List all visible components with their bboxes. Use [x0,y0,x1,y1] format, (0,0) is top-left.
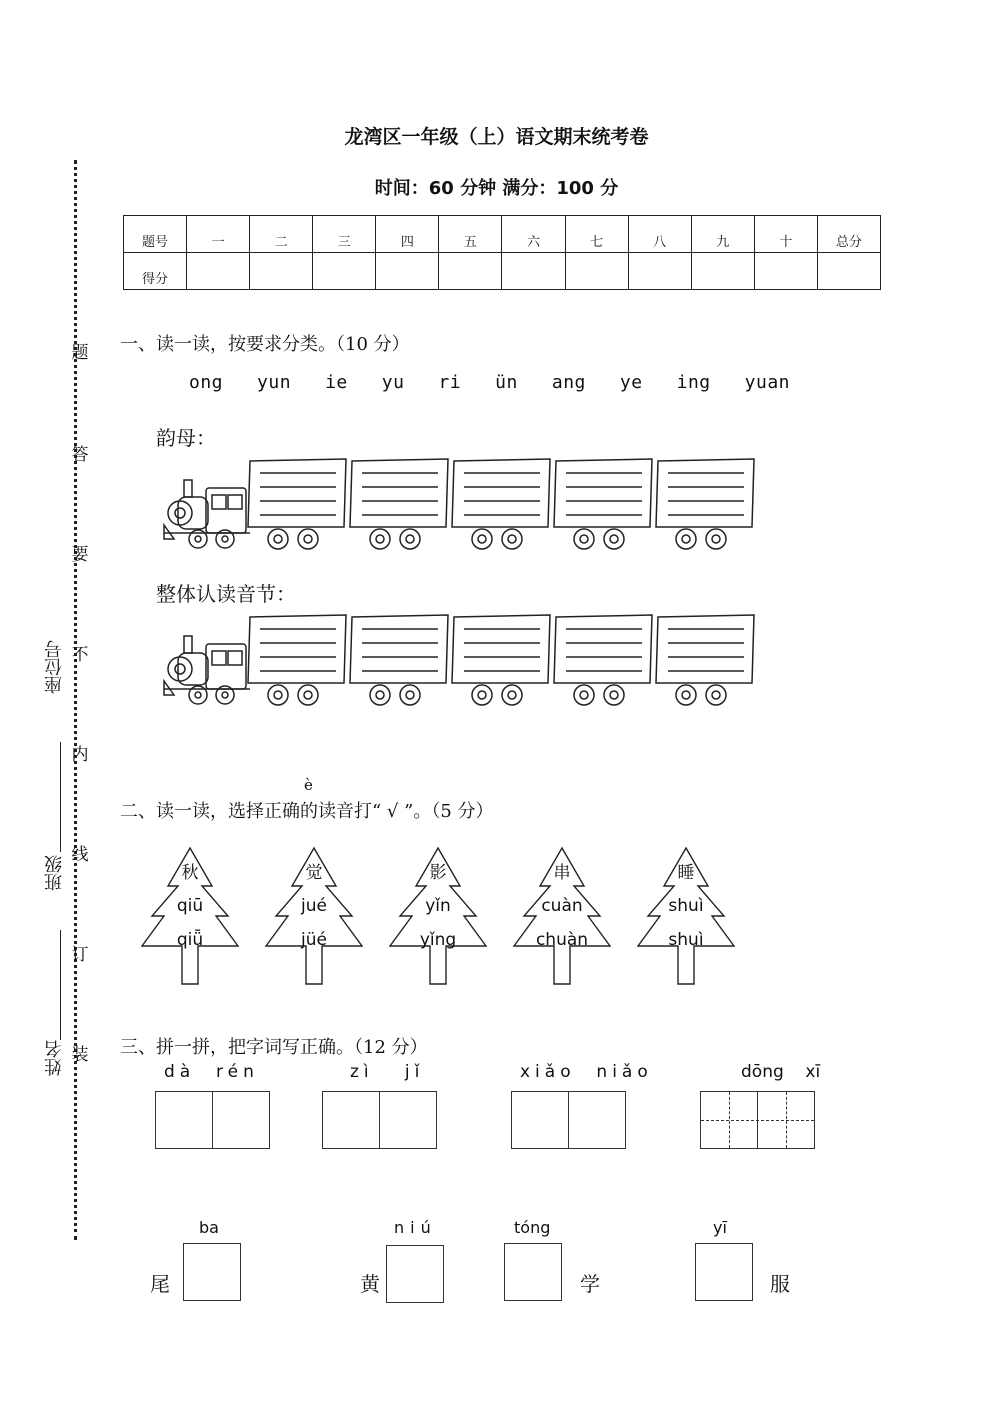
tree-option-1[interactable]: qiū [176,896,204,916]
word-pinyin [164,1062,259,1082]
single-answer-box[interactable] [386,1245,444,1303]
tree-item [510,846,614,988]
word-pinyin-1: dà [164,1062,196,1082]
section2-heading: 二、读一读，选择正确的读音打“ √ ”。（5 分） [120,801,494,822]
single-answer-box[interactable] [695,1243,753,1301]
score-cell[interactable] [565,253,628,290]
score-header-cell: 三 [313,216,376,253]
score-header-cell: 八 [628,216,691,253]
train-cars [248,615,754,705]
word-answer-box[interactable] [155,1091,270,1149]
score-row-label: 得分 [124,253,187,290]
margin-char-nei: 内 [71,745,89,765]
finals-label: 韵母： [156,426,216,450]
syllable: ing [676,372,711,393]
tree-option-2[interactable]: chuàn [535,930,589,950]
tree-char: 秋 [181,863,199,883]
train-finals [160,455,760,555]
word-pinyin-2: niǎo [596,1062,653,1082]
word-pinyin [520,1062,653,1082]
seat-write-line [60,742,61,852]
score-cell[interactable] [817,253,880,290]
single-pinyin: tóng [514,1218,551,1237]
single-pinyin: niú [394,1218,437,1237]
score-cell[interactable] [313,253,376,290]
margin-char-ding: 订 [71,945,89,965]
syllable: ie [325,372,348,393]
word-pinyin-2: xī [805,1062,821,1082]
margin-char-xian: 线 [71,845,89,865]
tree-item [634,846,738,988]
single-answer-box[interactable] [504,1243,562,1301]
locomotive-icon [164,636,250,704]
score-cell[interactable] [628,253,691,290]
syllable: yu [381,372,405,393]
tree-item [138,846,242,988]
tree-option-1[interactable]: cuàn [541,896,583,916]
name-label: 姓名 [44,1040,65,1076]
tree-option-2[interactable]: shuì [668,930,704,950]
syllable: yun [257,372,292,393]
word-answer-box[interactable] [511,1091,626,1149]
score-header-cell: 一 [187,216,250,253]
score-cell[interactable] [376,253,439,290]
margin-char-zhuang: 装 [71,1045,89,1065]
score-header-cell: 题号 [124,216,187,253]
score-table-score-row [124,253,881,290]
single-answer-box[interactable] [183,1243,241,1301]
word-pinyin-2: rén [216,1062,259,1082]
score-header-cell: 二 [250,216,313,253]
whole-syllable-label: 整体认读音节： [156,582,296,606]
train-whole-syllables [160,611,760,711]
score-cell[interactable] [754,253,817,290]
single-pinyin: ba [199,1218,219,1237]
seat-number-label: 座位号 [44,640,65,694]
box-divider [379,1092,380,1148]
margin-char-bu: 不 [71,645,89,665]
fixed-char: 学 [580,1272,600,1296]
score-header-cell: 总分 [817,216,880,253]
tree-option-2[interactable]: yǐng [419,930,457,950]
score-table-header-row [124,216,881,253]
syllable-list [189,372,790,393]
fixed-char: 尾 [150,1272,170,1296]
exam-subtitle: 时间：60 分钟 满分：100 分 [374,178,619,199]
score-header-cell: 六 [502,216,565,253]
tree-char: 影 [429,863,447,883]
class-write-line [60,930,61,1040]
word-pinyin-1: dōng [741,1062,784,1082]
tree-option-1[interactable]: yǐn [425,896,451,916]
section1-heading: 一、读一读，按要求分类。（10 分） [120,334,410,355]
score-header-cell: 五 [439,216,502,253]
tree-item [386,846,490,988]
word-pinyin [350,1062,424,1082]
word-pinyin-2: jǐ [404,1062,425,1082]
tree-item [262,846,366,988]
score-header-cell: 十 [754,216,817,253]
tree-char: 睡 [677,863,695,883]
margin-char-ti: 题 [71,343,89,363]
fixed-char: 黄 [360,1272,380,1296]
score-cell[interactable] [502,253,565,290]
syllable: ong [189,372,224,393]
train-cars [248,459,754,549]
section3-heading: 三、拼一拼，把字词写正确。（12 分） [120,1037,428,1058]
tree-char: 觉 [305,863,323,883]
syllable: ün [495,372,518,393]
locomotive-icon [164,480,250,548]
syllable: ri [438,372,462,393]
score-cell[interactable] [187,253,250,290]
grid-guide [701,1120,814,1121]
binding-dotted-line [74,160,77,1240]
box-divider [212,1092,213,1148]
tree-option-1[interactable]: jué [301,896,327,916]
syllable: ang [551,372,586,393]
word-pinyin [741,1062,820,1082]
pinyin-annotation: è [304,776,313,794]
margin-char-yao: 要 [71,545,89,565]
word-pinyin-1: zì [350,1062,374,1082]
tree-char: 串 [553,863,571,883]
score-table [123,215,881,290]
score-cell[interactable] [439,253,502,290]
class-label: 班级 [44,855,65,891]
margin-char-da: 答 [71,445,89,465]
word-answer-box[interactable] [322,1091,437,1149]
box-divider [568,1092,569,1148]
tree-option-2[interactable]: qiǖ [176,930,204,950]
fixed-char: 服 [770,1272,790,1296]
score-header-cell: 七 [565,216,628,253]
tree-option-1[interactable]: shuì [668,896,704,916]
syllable: ye [619,372,643,393]
single-pinyin: yī [713,1218,727,1237]
exam-title: 龙湾区一年级（上）语文期末统考卷 [344,126,649,148]
score-cell[interactable] [691,253,754,290]
word-pinyin-1: xiǎo [520,1062,576,1082]
tree-option-2[interactable]: jüé [301,930,327,950]
score-cell[interactable] [250,253,313,290]
score-header-cell: 九 [691,216,754,253]
word-answer-grid-box[interactable] [700,1091,815,1149]
score-header-cell: 四 [376,216,439,253]
syllable: yuan [744,372,790,393]
